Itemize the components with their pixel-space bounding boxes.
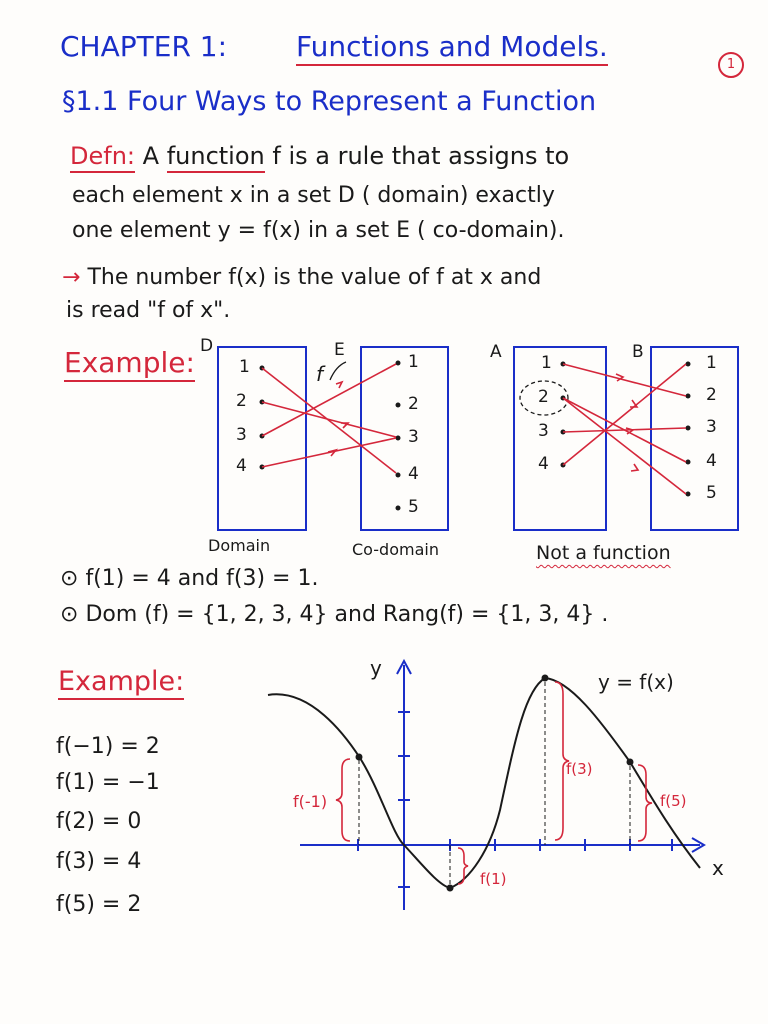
function-curve bbox=[268, 678, 700, 888]
definition-label: Defn: bbox=[70, 142, 135, 173]
domain-set-label: D bbox=[200, 336, 214, 356]
definition-line-2: each element x in a set D ( domain) exactly bbox=[72, 183, 555, 208]
definition-rest: f is a rule that assigns to bbox=[272, 142, 570, 170]
domain-item-4: 4 bbox=[236, 456, 247, 476]
counter-caption: Not a function bbox=[536, 542, 671, 564]
counter-right-set-label: B bbox=[632, 342, 644, 362]
codomain-item-4: 4 bbox=[408, 464, 419, 484]
codomain-item-1: 1 bbox=[408, 352, 419, 372]
counter-right-item-4: 4 bbox=[706, 451, 717, 471]
note-line-2: is read "f of x". bbox=[66, 298, 231, 323]
domain-item-1: 1 bbox=[239, 357, 250, 377]
codomain-set-label: E bbox=[334, 340, 345, 360]
value-line-3: f(2) = 0 bbox=[56, 809, 142, 834]
page-number: 1 bbox=[718, 52, 744, 78]
bullet-icon: ⊙ bbox=[60, 566, 79, 591]
chapter-title: CHAPTER 1: bbox=[60, 30, 228, 63]
codomain-item-2: 2 bbox=[408, 394, 419, 414]
arrow-icon: → bbox=[62, 265, 81, 290]
bullet-icon: ⊙ bbox=[60, 602, 79, 627]
domain-item-2: 2 bbox=[236, 391, 247, 411]
domain-item-3: 3 bbox=[236, 425, 247, 445]
counter-left-item-2: 2 bbox=[538, 387, 549, 407]
codomain-item-5: 5 bbox=[408, 497, 419, 517]
counter-left-item-1: 1 bbox=[541, 353, 552, 373]
domain-caption: Domain bbox=[208, 536, 271, 555]
counter-right-item-5: 5 bbox=[706, 483, 717, 503]
counter-left-item-4: 4 bbox=[538, 454, 549, 474]
counter-right-item-3: 3 bbox=[706, 417, 717, 437]
f-neg1-label: f(-1) bbox=[293, 792, 328, 811]
chapter-subtitle: Functions and Models. bbox=[296, 30, 608, 66]
x-axis-label: x bbox=[712, 856, 724, 880]
bullet-1: ⊙ f(1) = 4 and f(3) = 1. bbox=[60, 566, 319, 591]
value-line-1: f(−1) = 2 bbox=[56, 734, 160, 759]
value-line-2: f(1) = −1 bbox=[56, 770, 160, 795]
definition-line-3: one element y = f(x) in a set E ( co-domain). bbox=[72, 218, 565, 243]
bullet-2: ⊙ Dom (f) = {1, 2, 3, 4} and Rang(f) = {1, 3, 4} . bbox=[60, 602, 609, 627]
codomain-item-3: 3 bbox=[408, 427, 419, 447]
note-text: The number f(x) is the value of f at x and bbox=[87, 265, 542, 290]
counter-right-item-2: 2 bbox=[706, 385, 717, 405]
value-line-5: f(5) = 2 bbox=[56, 892, 142, 917]
example-1-label: Example: bbox=[64, 346, 195, 382]
definition-lead: A bbox=[142, 142, 160, 170]
codomain-caption: Co-domain bbox=[352, 540, 439, 559]
f-1-label: f(1) bbox=[480, 870, 507, 888]
counter-left-set-label: A bbox=[490, 342, 502, 362]
example-2-label: Example: bbox=[58, 666, 184, 700]
function-name-label: f bbox=[316, 362, 324, 386]
f-5-label: f(5) bbox=[660, 792, 687, 810]
counter-right-item-1: 1 bbox=[706, 353, 717, 373]
value-line-4: f(3) = 4 bbox=[56, 849, 142, 874]
definition-term: function bbox=[167, 142, 265, 173]
curve-label: y = f(x) bbox=[598, 670, 674, 694]
section-title: §1.1 Four Ways to Represent a Function bbox=[62, 86, 597, 117]
counter-left-item-3: 3 bbox=[538, 421, 549, 441]
y-axis-label: y bbox=[370, 656, 382, 680]
f-3-label: f(3) bbox=[566, 760, 593, 778]
